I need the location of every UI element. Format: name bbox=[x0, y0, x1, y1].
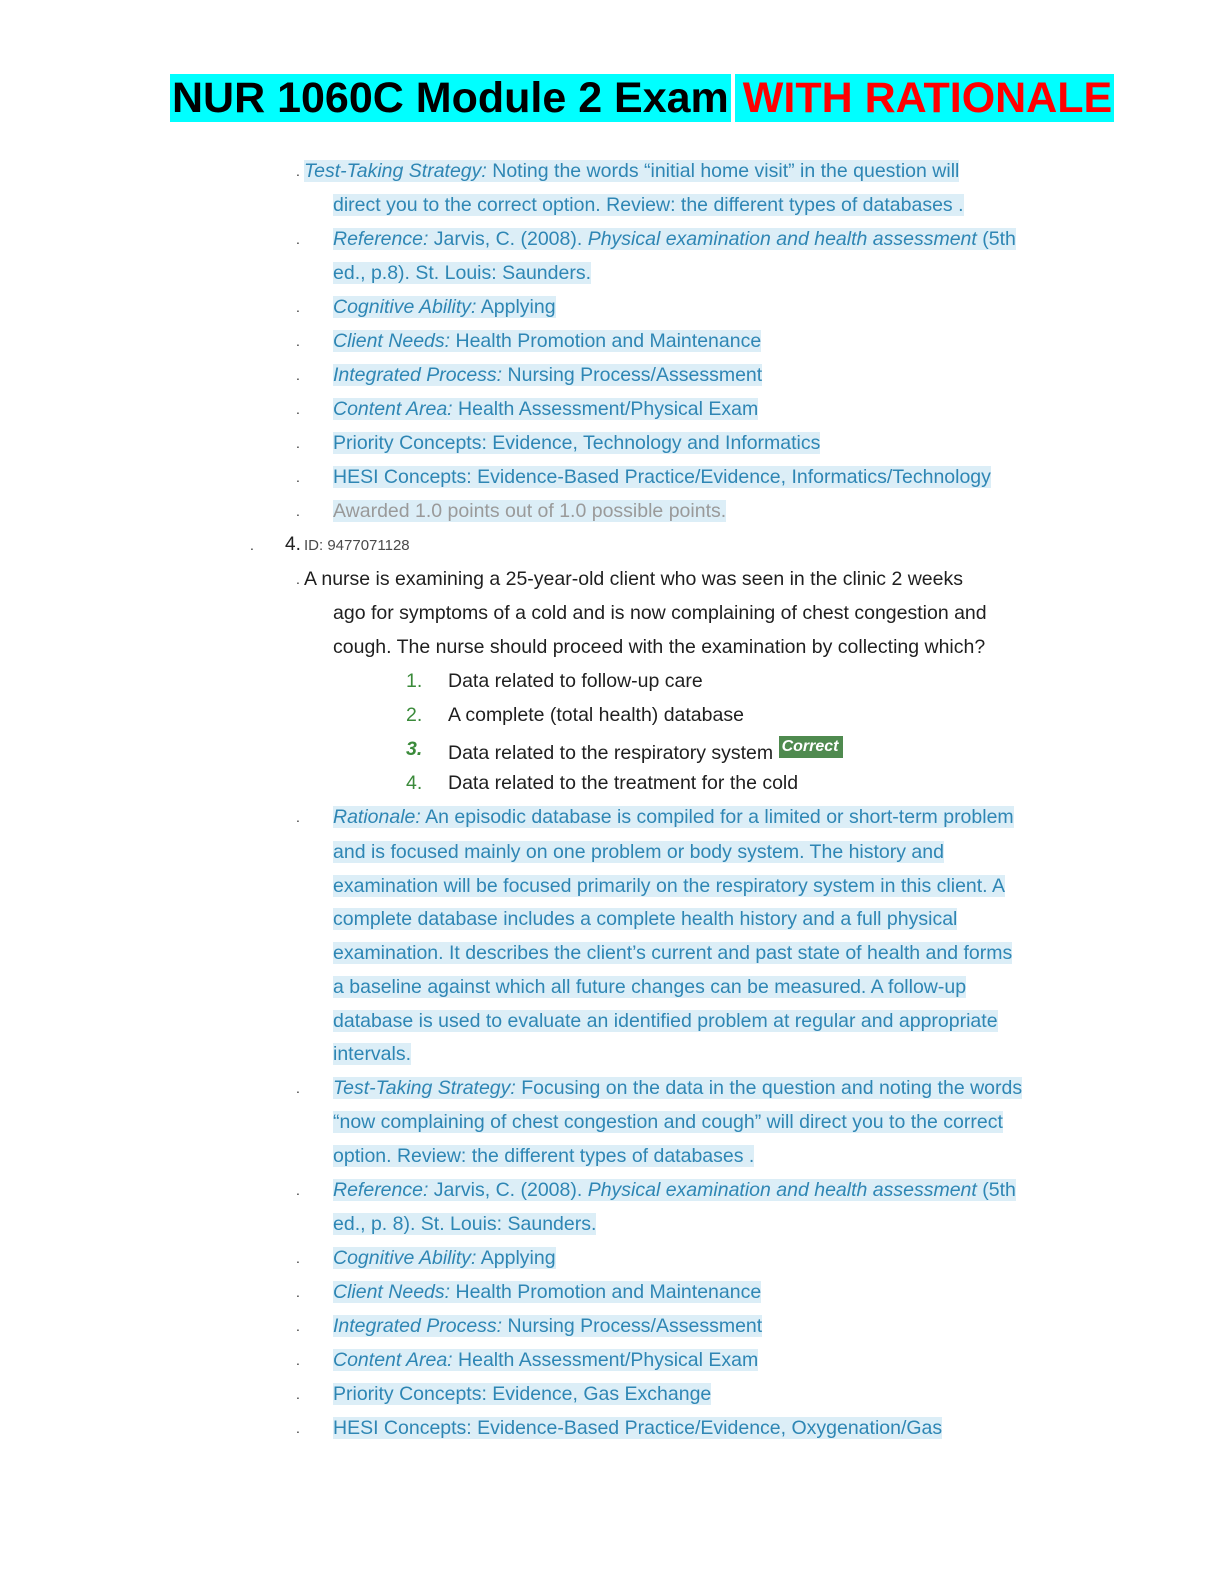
bullet: . bbox=[296, 1352, 300, 1368]
bullet: . bbox=[296, 1250, 300, 1266]
q3-strategy-line-2: direct you to the correct option. Review: the different types of databases . bbox=[333, 194, 964, 216]
bullet: . bbox=[296, 299, 300, 315]
q3-priority-concepts: Priority Concepts: Evidence, Technology and Informatics bbox=[333, 432, 821, 454]
q4-strategy-line-1: Test-Taking Strategy: Focusing on the data in the question and noting the words bbox=[333, 1077, 1023, 1099]
q4-rationale-line-7: database is used to evaluate an identified problem at regular and appropriate bbox=[333, 1010, 998, 1032]
title-main: NUR 1060C Module 2 Exam bbox=[172, 74, 729, 122]
option-1[interactable]: Data related to follow-up care bbox=[448, 670, 703, 692]
q3-awarded-points: Awarded 1.0 points out of 1.0 possible points. bbox=[333, 500, 727, 522]
q3-integrated-process: Integrated Process: Nursing Process/Assessment bbox=[333, 364, 763, 386]
correct-badge: Correct bbox=[779, 736, 843, 758]
q4-client-needs: Client Needs: Health Promotion and Maintenance bbox=[333, 1281, 762, 1303]
bullet: . bbox=[296, 231, 300, 247]
option-number: 1. bbox=[406, 670, 423, 692]
q4-stem-line-3: cough. The nurse should proceed with the examination by collecting which? bbox=[333, 636, 986, 658]
option-number: 4. bbox=[406, 772, 423, 794]
bullet: . bbox=[296, 809, 300, 825]
q4-hesi-concepts: HESI Concepts: Evidence-Based Practice/Evidence, Oxygenation/Gas bbox=[333, 1417, 943, 1439]
q4-cognitive-ability: Cognitive Ability: Applying bbox=[333, 1247, 556, 1269]
bullet: . bbox=[250, 537, 254, 553]
page-title bbox=[170, 70, 1114, 126]
bullet: . bbox=[296, 571, 300, 587]
q4-rationale-line-3: examination will be focused primarily on the respiratory system in this client. A bbox=[333, 875, 1005, 897]
q4-rationale-line-1: Rationale: An episodic database is compiled for a limited or short-term problem bbox=[333, 806, 1014, 828]
bullet: . bbox=[296, 1386, 300, 1402]
bullet: . bbox=[296, 163, 300, 179]
bullet: . bbox=[296, 1182, 300, 1198]
q4-stem-line-2: ago for symptoms of a cold and is now complaining of chest congestion and bbox=[333, 602, 987, 624]
q4-rationale-line-5: examination. It describes the client’s current and past state of health and forms bbox=[333, 942, 1013, 964]
bullet: . bbox=[296, 401, 300, 417]
q4-integrated-process: Integrated Process: Nursing Process/Assessment bbox=[333, 1315, 763, 1337]
bullet: . bbox=[296, 1318, 300, 1334]
q4-rationale-line-8: intervals. bbox=[333, 1043, 412, 1065]
question-number: 4. bbox=[285, 534, 301, 555]
bullet: . bbox=[296, 503, 300, 519]
q3-hesi-concepts: HESI Concepts: Evidence-Based Practice/Evidence, Informatics/Technology bbox=[333, 466, 991, 488]
q4-content-area: Content Area: Health Assessment/Physical Exam bbox=[333, 1349, 759, 1371]
bullet: . bbox=[296, 1284, 300, 1300]
q4-priority-concepts: Priority Concepts: Evidence, Gas Exchange bbox=[333, 1383, 712, 1405]
question-id: ID: 9477071128 bbox=[304, 537, 410, 554]
bullet: . bbox=[296, 469, 300, 485]
option-3[interactable]: Data related to the respiratory system Correct bbox=[448, 736, 843, 766]
q3-client-needs: Client Needs: Health Promotion and Maintenance bbox=[333, 330, 762, 352]
q4-strategy-line-2: “now complaining of chest congestion and cough” will direct you to the correct bbox=[333, 1111, 1003, 1133]
bullet: . bbox=[296, 1080, 300, 1096]
q3-strategy-line-1: Test-Taking Strategy: Noting the words “initial home visit” in the question will bbox=[304, 160, 960, 182]
q3-cognitive-ability: Cognitive Ability: Applying bbox=[333, 296, 556, 318]
title-rationale: WITH RATIONALE bbox=[735, 74, 1114, 122]
q4-rationale-line-2: and is focused mainly on one problem or body system. The history and bbox=[333, 841, 944, 863]
bullet: . bbox=[296, 435, 300, 451]
bullet: . bbox=[296, 1420, 300, 1436]
q3-content-area: Content Area: Health Assessment/Physical Exam bbox=[333, 398, 759, 420]
q4-reference-line-1: Reference: Jarvis, C. (2008). Physical examination and health assessment (5th bbox=[333, 1179, 1016, 1201]
q3-reference-line-2: ed., p.8). St. Louis: Saunders. bbox=[333, 262, 591, 284]
option-2[interactable]: A complete (total health) database bbox=[448, 704, 744, 726]
q4-stem-line-1: A nurse is examining a 25-year-old client who was seen in the clinic 2 weeks bbox=[304, 568, 964, 590]
option-4[interactable]: Data related to the treatment for the cold bbox=[448, 772, 799, 794]
bullet: . bbox=[296, 367, 300, 383]
bullet: . bbox=[296, 333, 300, 349]
option-number: 2. bbox=[406, 704, 423, 726]
q4-rationale-line-6: a baseline against which all future changes can be measured. A follow-up bbox=[333, 976, 967, 998]
q4-strategy-line-3: option. Review: the different types of databases . bbox=[333, 1145, 755, 1167]
q3-reference-line-1: Reference: Jarvis, C. (2008). Physical examination and health assessment (5th bbox=[333, 228, 1016, 250]
q4-reference-line-2: ed., p. 8). St. Louis: Saunders. bbox=[333, 1213, 597, 1235]
option-number: 3. bbox=[406, 738, 423, 760]
q4-rationale-line-4: complete database includes a complete health history and a full physical bbox=[333, 908, 958, 930]
